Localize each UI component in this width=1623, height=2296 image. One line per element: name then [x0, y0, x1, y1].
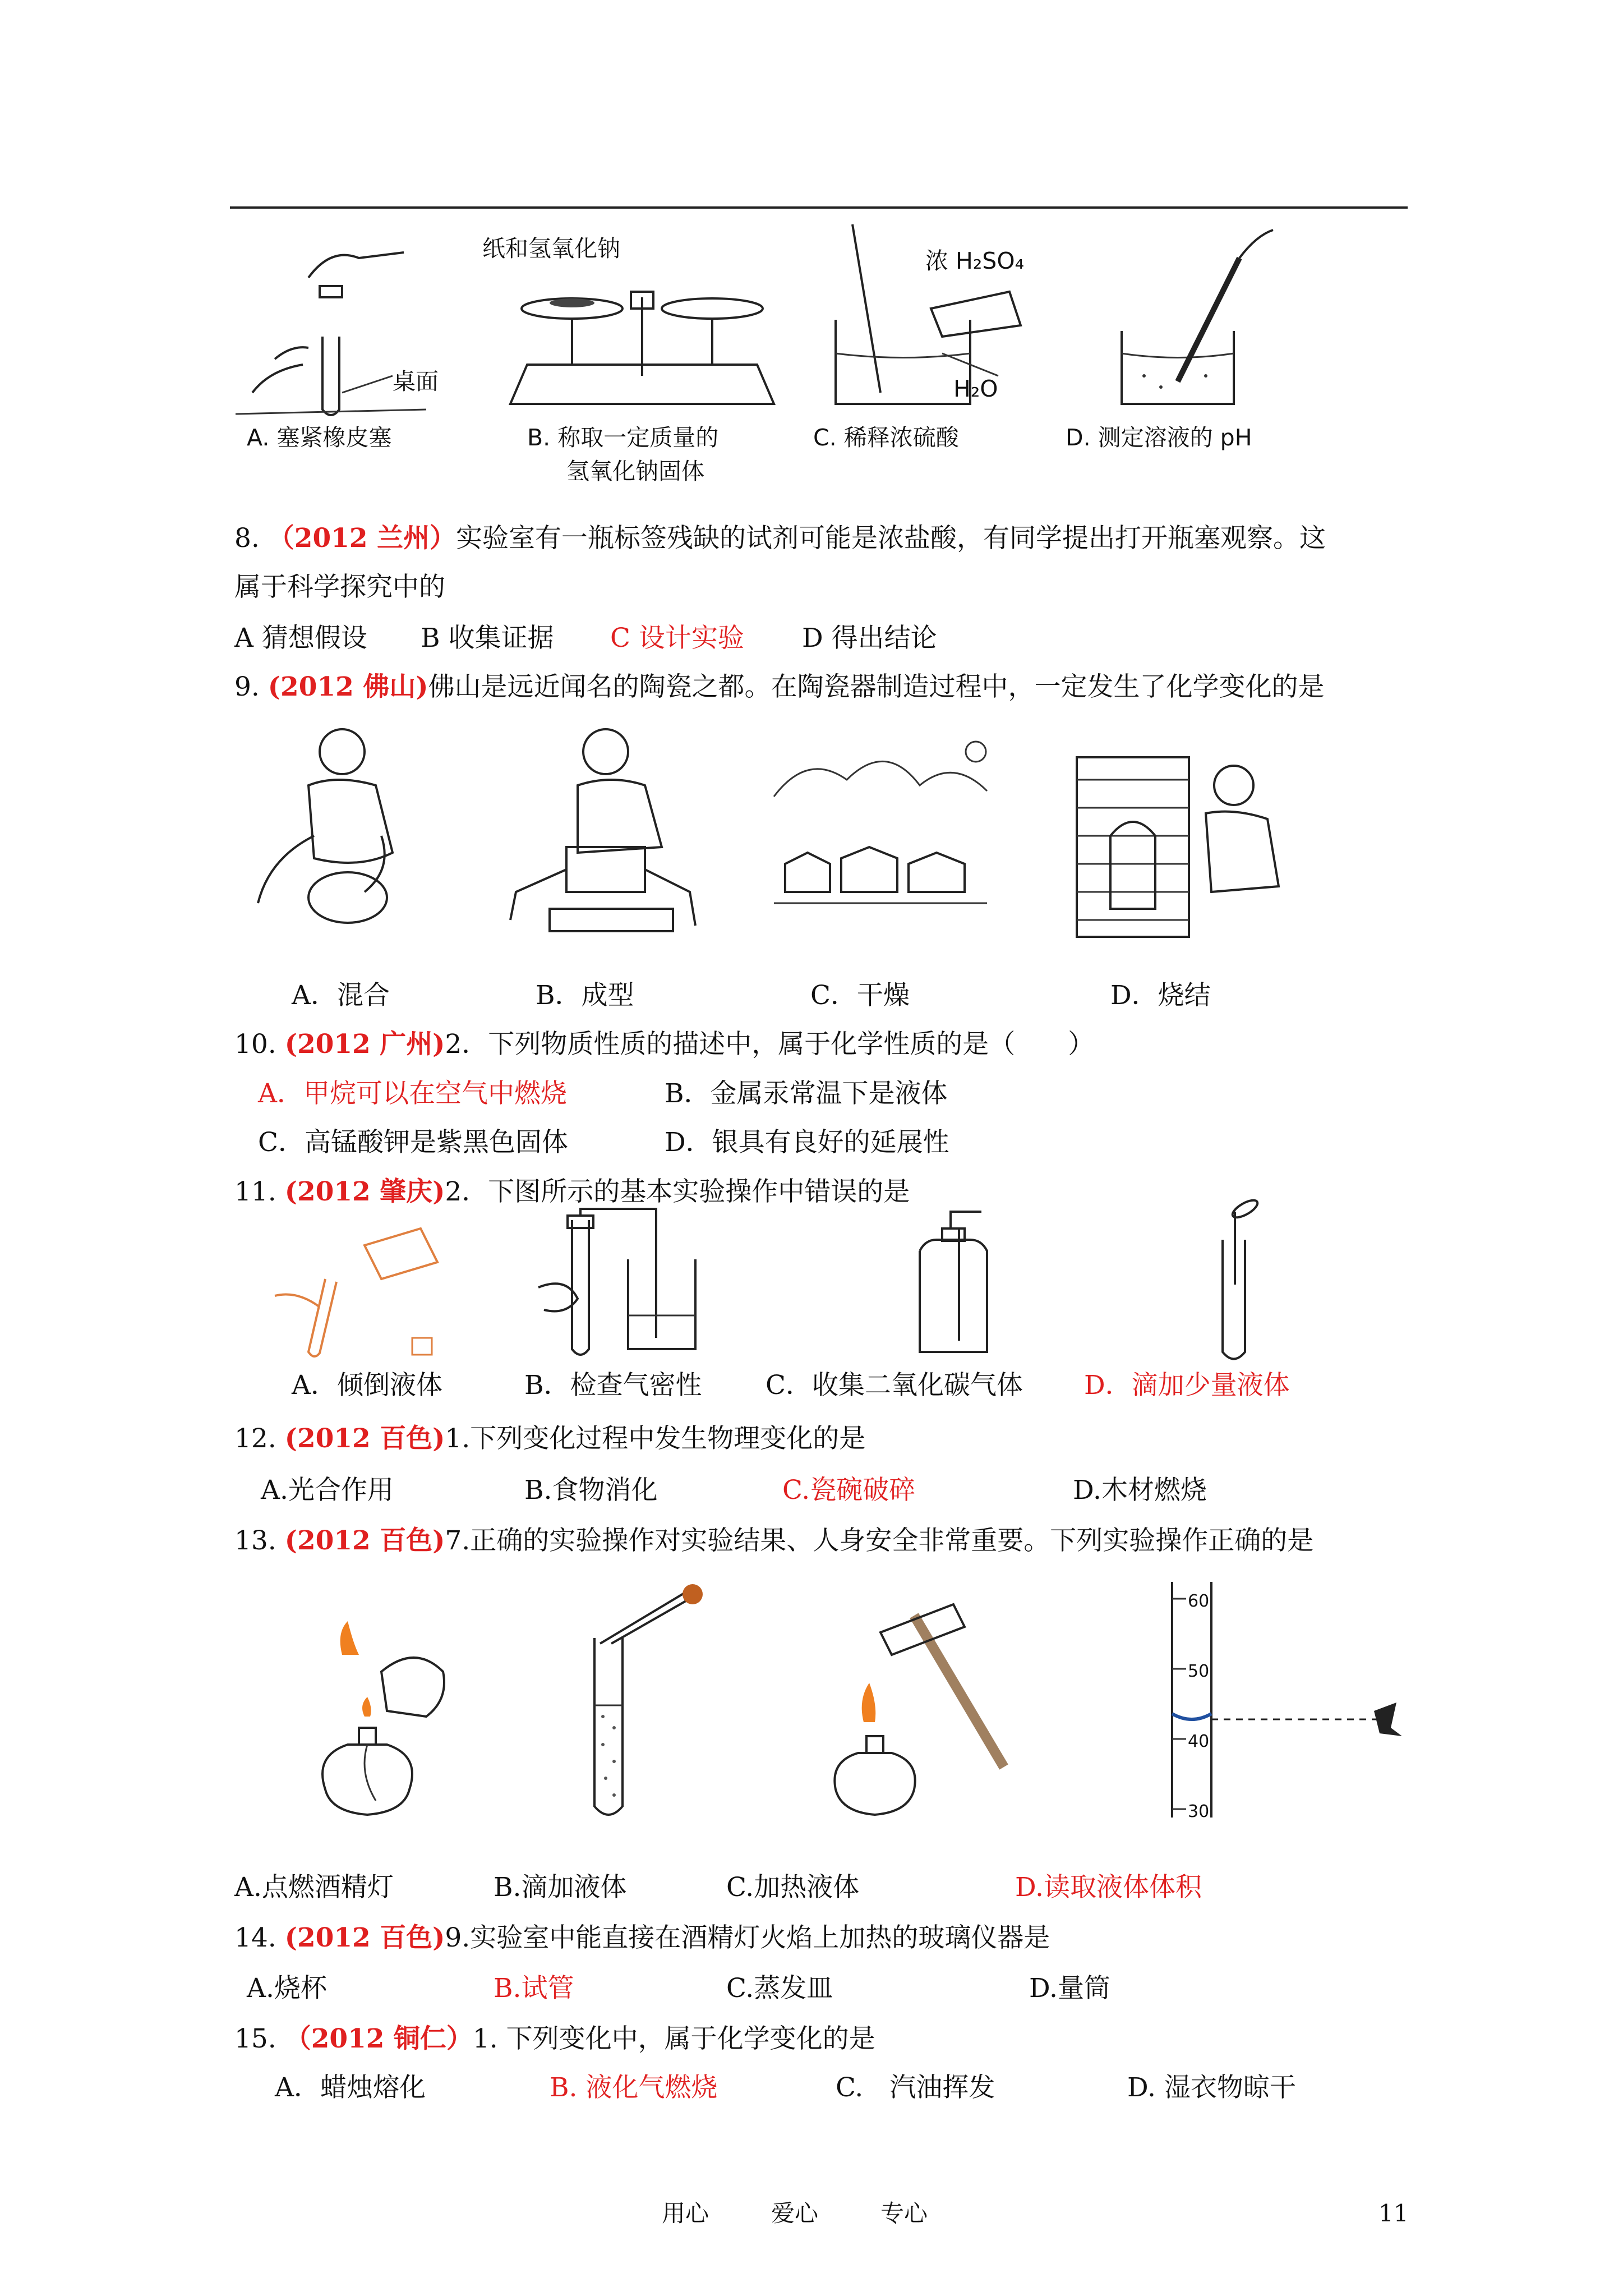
- question-15-option-a: A．蜡烛熔化: [275, 2072, 426, 2103]
- figure-11d-dropper: [1206, 1200, 1284, 1369]
- figure-c-acid-label: 浓 H₂SO₄: [925, 247, 1025, 274]
- question-8-continued: 属于科学探究中的: [234, 572, 445, 602]
- question-12-text: 1.下列变化过程中发生物理变化的是: [445, 1423, 866, 1454]
- question-13-number: 13.: [234, 1525, 276, 1556]
- question-14-number: 14.: [234, 1922, 276, 1953]
- figure-13b-dropper-tube: [583, 1582, 751, 1829]
- question-15-number: 15.: [234, 2023, 276, 2054]
- question-13-option-b: B.滴加液体: [494, 1872, 627, 1903]
- question-11-source-tag: (2012 肇庆): [284, 1176, 445, 1207]
- cylinder-tick-50: 50: [1188, 1662, 1210, 1681]
- question-12-option-d: D.木材燃烧: [1073, 1475, 1207, 1506]
- figure-a-desk-label: 桌面: [393, 368, 439, 395]
- question-14-option-b-answer: B.试管: [494, 1973, 574, 2004]
- page-number: 11: [1378, 2200, 1409, 2227]
- question-14-text: 9.实验室中能直接在酒精灯火焰上加热的玻璃仪器是: [445, 1922, 1050, 1953]
- question-9-number: 9.: [234, 671, 260, 702]
- question-13-source-tag: (2012 百色): [284, 1525, 445, 1556]
- question-14-option-a: A.烧杯: [247, 1973, 327, 2004]
- question-10-number: 10.: [234, 1029, 276, 1060]
- question-11: [234, 1175, 910, 1209]
- question-8-source-tag: （2012 兰州）: [268, 523, 456, 554]
- question-10-option-c: C．高锰酸钾是紫黑色固体: [258, 1127, 568, 1158]
- question-15-option-b-answer: B. 液化气燃烧: [550, 2072, 718, 2103]
- question-10-source-tag: (2012 广州): [284, 1029, 445, 1060]
- question-11-option-d-answer: D．滴加少量液体: [1084, 1370, 1290, 1401]
- figure-d-caption: D. 测定溶液的 pH: [1066, 424, 1252, 451]
- figure-11a-pour: [264, 1212, 454, 1369]
- question-8-option-b: B 收集证据: [421, 623, 554, 654]
- question-12: [234, 1422, 865, 1456]
- question-8-number: 8.: [234, 523, 260, 554]
- question-15-source-tag: （2012 铜仁）: [284, 2023, 473, 2054]
- cylinder-tick-60: 60: [1188, 1591, 1210, 1611]
- cylinder-tick-30: 30: [1188, 1802, 1210, 1821]
- figure-13c-heat-liquid: [813, 1593, 1049, 1829]
- question-10-option-a-answer: A．甲烷可以在空气中燃烧: [258, 1078, 567, 1109]
- figure-9b-shaping: [494, 724, 707, 948]
- question-14: [234, 1921, 1050, 1955]
- footer-motto-3: 专心: [880, 2200, 928, 2227]
- figure-9a-mixing: [247, 724, 415, 937]
- question-13: [234, 1524, 1313, 1558]
- question-9-source-tag: (2012 佛山): [268, 671, 428, 702]
- figure-9c-drying: [774, 729, 998, 942]
- question-13-text: 7.正确的实验操作对实验结果、人身安全非常重要。下列实验操作正确的是: [445, 1525, 1314, 1556]
- question-9-option-c: C．干燥: [810, 980, 910, 1011]
- question-11-option-c: C．收集二氧化碳气体: [766, 1370, 1023, 1401]
- question-13-option-d-answer: D.读取液体体积: [1015, 1872, 1202, 1903]
- question-8-option-d: D 得出结论: [802, 623, 937, 654]
- figure-c-dilution: [830, 224, 1066, 409]
- figure-a-caption: A. 塞紧橡皮塞: [247, 424, 392, 451]
- question-13-option-a: A.点燃酒精灯: [234, 1872, 394, 1903]
- figure-11b-airtight: [516, 1209, 718, 1372]
- footer-motto-1: 用心: [662, 2200, 709, 2227]
- question-15-text: 1. 下列变化中，属于化学变化的是: [472, 2023, 875, 2054]
- question-9-text: 佛山是远近闻名的陶瓷之都。在陶瓷器制造过程中，一定发生了化学变化的是: [428, 671, 1325, 702]
- question-10: [234, 1028, 1094, 1061]
- question-8: [234, 522, 1326, 555]
- question-12-option-a: A.光合作用: [261, 1475, 394, 1506]
- figure-d-ph: [1110, 224, 1301, 409]
- question-12-option-b: B.食物消化: [524, 1475, 658, 1506]
- header-rule: [230, 206, 1408, 209]
- question-9-option-a: A．混合: [292, 980, 390, 1011]
- figure-b-top-label: 纸和氢氧化钠: [482, 235, 620, 262]
- question-10-option-d: D．银具有良好的延展性: [665, 1127, 949, 1158]
- figure-b-caption-2: 氢氧化钠固体: [566, 458, 704, 485]
- question-9-option-b: B．成型: [536, 980, 634, 1011]
- figure-11c-collect-co2: [897, 1212, 1009, 1363]
- question-10-option-b: B．金属汞常温下是液体: [665, 1078, 948, 1109]
- question-11-text: 2．下图所示的基本实验操作中错误的是: [445, 1176, 910, 1207]
- figure-b-balance: [505, 264, 785, 421]
- question-13-option-c: C.加热液体: [726, 1872, 860, 1903]
- footer-motto-2: 爱心: [771, 2200, 819, 2227]
- question-10-text: 2．下列物质性质的描述中，属于化学性质的是（ ）: [445, 1029, 1095, 1060]
- question-14-option-d: D.量筒: [1029, 1973, 1110, 2004]
- question-9: [234, 670, 1324, 704]
- question-14-option-c: C.蒸发皿: [726, 1973, 833, 2004]
- figure-9d-sintering: [1066, 724, 1301, 948]
- figure-b-caption-1: B. 称取一定质量的: [527, 424, 719, 451]
- question-9-option-d: D．烧结: [1110, 980, 1211, 1011]
- question-15: [234, 2022, 875, 2056]
- question-11-number: 11.: [234, 1176, 276, 1207]
- figure-13a-light-lamp: [303, 1621, 460, 1823]
- question-12-source-tag: (2012 百色): [284, 1423, 445, 1454]
- question-8-option-a: A 猜想假设: [234, 623, 367, 654]
- figure-c-caption: C. 稀释浓硫酸: [813, 424, 959, 451]
- question-8-text: 实验室有一瓶标签残缺的试剂可能是浓盐酸，有同学提出打开瓶塞观察。这: [455, 523, 1326, 554]
- cylinder-tick-40: 40: [1188, 1732, 1210, 1751]
- question-15-option-c: C. 汽油挥发: [836, 2072, 995, 2103]
- question-8-option-c-answer: C 设计实验: [610, 623, 744, 654]
- figure-c-water-label: H₂O: [953, 375, 998, 402]
- figure-a-stopper: [236, 224, 460, 426]
- question-12-number: 12.: [234, 1423, 276, 1454]
- question-11-option-a: A．倾倒液体: [292, 1370, 442, 1401]
- question-11-option-b: B．检查气密性: [524, 1370, 702, 1401]
- question-15-option-d: D. 湿衣物晾干: [1127, 2072, 1296, 2103]
- question-14-source-tag: (2012 百色): [284, 1922, 445, 1953]
- figure-13d-cylinder-reading: [1166, 1582, 1424, 1829]
- question-12-option-c-answer: C.瓷碗破碎: [782, 1475, 916, 1506]
